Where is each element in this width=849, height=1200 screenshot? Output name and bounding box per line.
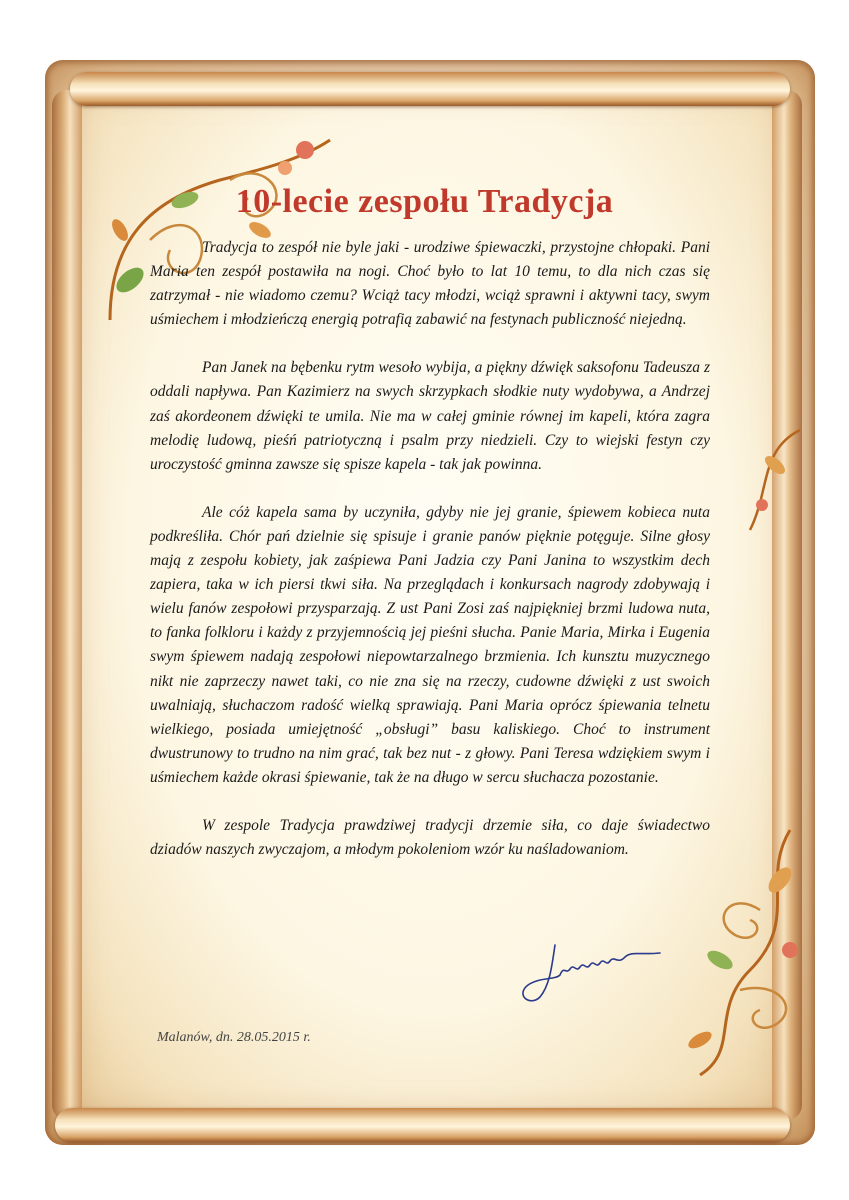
floral-ornament-right: [740, 420, 810, 540]
scroll-roll-left: [52, 90, 82, 1120]
document-title: 10-lecie zespołu Tradycja: [235, 183, 614, 220]
paragraph-4: W zespole Tradycja prawdziwej tradycji drzemie siła, co daje świadectwo dziadów naszych zwyczajom, a młodym pokoleniom wzór ku naśladowaniom.: [150, 816, 710, 859]
handwritten-signature: [500, 935, 670, 1015]
document-body: [150, 236, 710, 886]
paragraph-3: Ale cóż kapela sama by uczyniła, gdyby nie jej granie, śpiewem kobieca nuta podkreśliła. Chór pań dzielnie się spisuje i granie panów pięknie potęguje. Silne głosy mają z zespołu kobiety, jak zaśpiewa Pani Jadzia czy Pani Janina to wszystkim dech zapiera, taka w ich piersi tkwi siła. Na przeglądach i konkursach nagrody zdobywają i wielu fanów zespołowi przysparzają. Z ust Pani Zosi zaś najpiękniej brzmi ludowa nuta, to fanka folkloru i każdy z przyjemnością jej pieśni słucha. Panie Maria, Mirka i Eugenia swym śpiewem nadają zespołowi niepowtarzalnego brzmienia. Ich kunsztu muzycznego nikt nie zaprzeczy nawet taki, co nie zna się na rzeczy, cudowne dźwięki z ust swoich uwalniają, słuchaczom radość wielką sprawiają. Pani Maria oprócz śpiewania telnetu wielkiego, posiada umiejętność „obsługi” basu kaliskiego. Choć to instrument dwustrunowy to trudno na nim grać, tak bez nut - z głowy. Pani Teresa wdziękiem swym i uśmiechem każde okrasi śpiewanie, tak że na długo w sercu słuchacza pozostanie.: [150, 503, 710, 786]
paragraph-2: Pan Janek na bębenku rytm wesoło wybija, a piękny dźwięk saksofonu Tadeusza z oddali napływa. Pan Kazimierz na swych skrzypkach słodkie nuty wydobywa, a Andrzej zaś akordeonem dźwięki te umila. Nie ma w całej gminie równej im kapeli, która zagra melodię ludową, pieśń patriotyczną i psalm przy niedzieli. Czy to wiejski festyn czy uroczystość gminna zawsze się spisze kapela - tak jak powinna.: [150, 359, 710, 473]
scroll-roll-bottom: [55, 1108, 790, 1142]
scroll-roll-top: [70, 72, 790, 106]
paragraph-1: Tradycja to zespół nie byle jaki - urodziwe śpiewaczki, przystojne chłopaki. Pani Maria ten zespół postawiła na nogi. Choć było to lat 10 temu, to dla nich czas się zatrzymał - nie wiadomo czemu? Wciąż tacy młodzi, wciąż sprawni i aktywni tacy, swym uśmiechem i młodzieńczą energią potrafią zabawić na festynach publiczność niejedną.: [150, 239, 710, 329]
place-and-date: Malanów, dn. 28.05.2015 r.: [157, 1030, 311, 1045]
